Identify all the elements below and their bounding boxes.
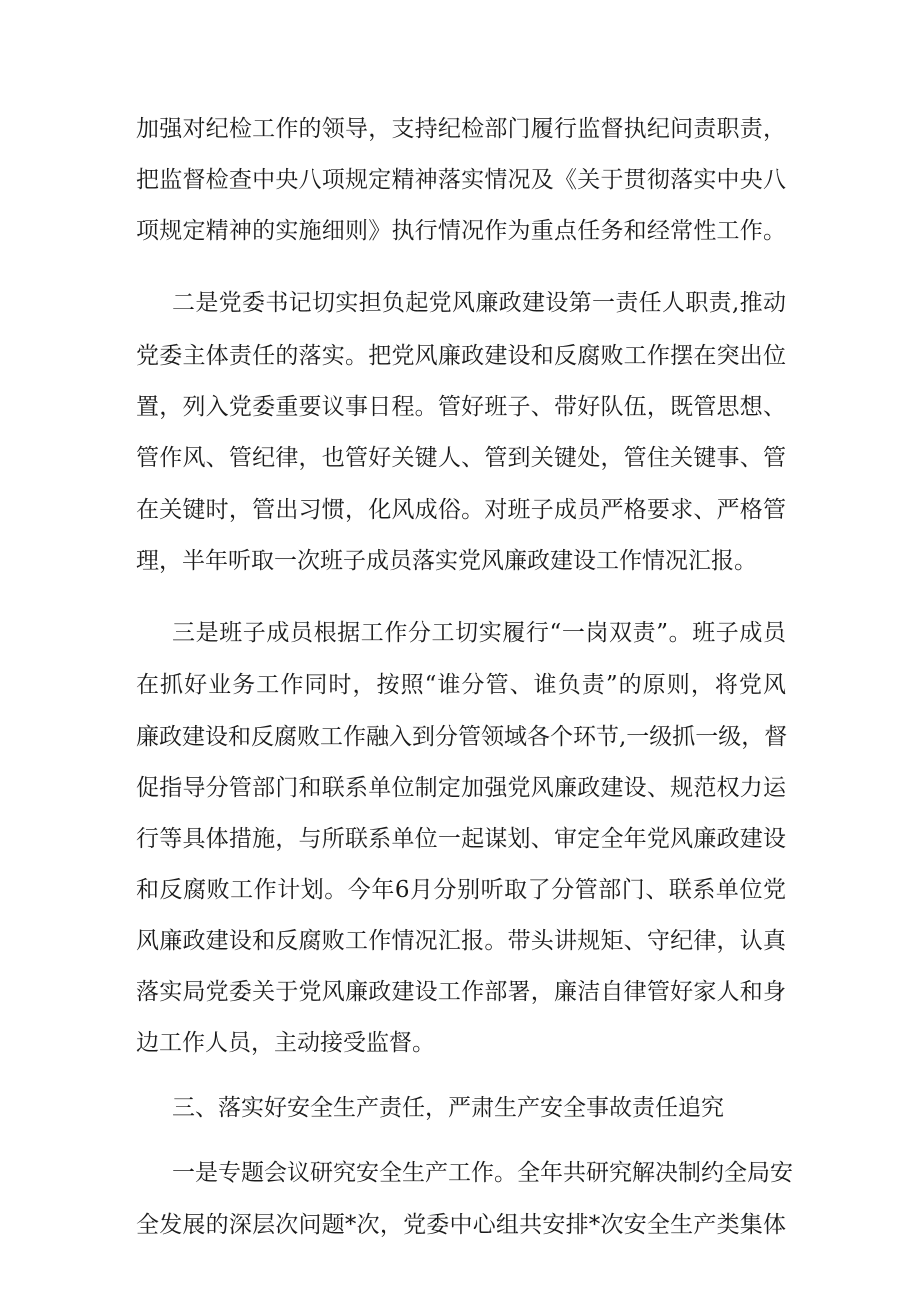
paragraph-first-line: 二是党委书记切实担负起党风廉政建设第一责任人职责,推动 — [172, 290, 786, 316]
body-text-line: 在抓好业务工作同时，按照“谁分管、谁负责”的原则，将党风 — [136, 672, 786, 698]
body-text-line: 项规定精神的实施细则》执行情况作为重点任务和经常性工作。 — [136, 218, 786, 244]
body-text-line: 落实局党委关于党风廉政建设工作部署，廉洁自律管好家人和身 — [136, 979, 786, 1005]
body-text-line: 加强对纪检工作的领导，支持纪检部门履行监督执纪问责职责， — [136, 116, 786, 142]
paragraph-first-line: 三是班子成员根据工作分工切实履行“一岗双责”。班子成员 — [172, 620, 786, 646]
body-text-line: 把监督检查中央八项规定精神落实情况及《关于贯彻落实中央八 — [136, 167, 786, 193]
body-text-line: 全发展的深层次问题*次，党委中心组共安排*次安全生产类集体 — [136, 1212, 786, 1238]
body-text-line: 党委主体责任的落实。把党风廉政建设和反腐败工作摆在突出位 — [136, 343, 786, 369]
body-text-line: 边工作人员，主动接受监督。 — [136, 1030, 435, 1056]
body-text-line: 管作风、管纪律，也管好关键人、管到关键处，管住关键事、管 — [136, 445, 786, 471]
body-text-line: 风廉政建设和反腐败工作情况汇报。带头讲规矩、守纪律，认真 — [136, 928, 786, 954]
section-heading: 三、落实好安全生产责任，严肃生产安全事故责任追究 — [172, 1095, 724, 1121]
body-text-line: 理，半年听取一次班子成员落实党风廉政建设工作情况汇报。 — [136, 548, 757, 574]
body-text-line: 行等具体措施，与所联系单位一起谋划、审定全年党风廉政建设 — [136, 826, 786, 852]
body-text-line: 和反腐败工作计划。今年6月分别听取了分管部门、联系单位党 — [136, 877, 786, 903]
body-text-line: 在关键时，管出习惯，化风成俗。对班子成员严格要求、严格管 — [136, 497, 786, 523]
paragraph-first-line: 一是专题会议研究安全生产工作。全年共研究解决制约全局安 — [172, 1160, 793, 1186]
body-text-line: 促指导分管部门和联系单位制定加强党风廉政建设、规范权力运 — [136, 775, 786, 801]
body-text-line: 廉政建设和反腐败工作融入到分管领域各个环节,一级抓一级，督 — [136, 724, 788, 750]
body-text-line: 置，列入党委重要议事日程。管好班子、带好队伍，既管思想、 — [136, 394, 786, 420]
